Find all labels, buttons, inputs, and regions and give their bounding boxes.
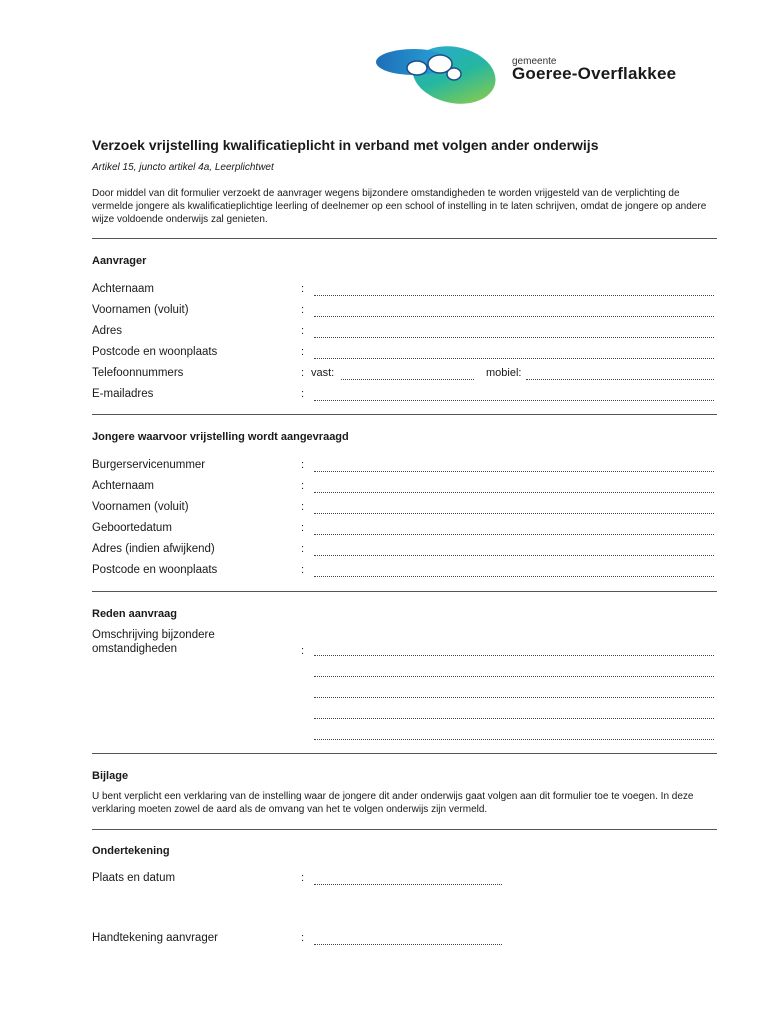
field-plaats-datum[interactable] — [314, 884, 502, 885]
logo-gemeente-text: gemeente — [512, 56, 557, 67]
divider — [92, 753, 717, 754]
colon: : — [301, 346, 305, 358]
divider — [92, 414, 717, 415]
form-subtitle: Artikel 15, juncto artikel 4a, Leerplichtwet — [92, 162, 274, 173]
section-title-jongere: Jongere waarvoor vrijstelling wordt aangevraagd — [92, 431, 349, 443]
label-omschrijving-line1: Omschrijving bijzondere — [92, 629, 215, 641]
label-voornamen: Voornamen (voluit) — [92, 304, 189, 316]
field-aanvrager-postcode[interactable] — [314, 358, 714, 359]
colon: : — [301, 367, 305, 379]
section-title-ondertekening: Ondertekening — [92, 845, 170, 857]
colon: : — [301, 480, 305, 492]
form-title: Verzoek vrijstelling kwalificatieplicht in verband met volgen ander onderwijs — [92, 137, 599, 153]
field-jongere-bsn[interactable] — [314, 471, 714, 472]
divider — [92, 829, 717, 830]
field-omschrijving-line[interactable] — [314, 739, 714, 740]
field-omschrijving-line[interactable] — [314, 655, 714, 656]
colon: : — [301, 325, 305, 337]
label-telefoon: Telefoonnummers — [92, 367, 184, 379]
field-jongere-adres[interactable] — [314, 555, 714, 556]
label-geboortedatum: Geboortedatum — [92, 522, 172, 534]
field-aanvrager-achternaam[interactable] — [314, 295, 714, 296]
section-title-aanvrager: Aanvrager — [92, 255, 147, 267]
label-postcode: Postcode en woonplaats — [92, 346, 218, 358]
divider — [92, 591, 717, 592]
colon: : — [301, 459, 305, 471]
bijlage-text: U bent verplicht een verklaring van de instelling waar de jongere dit ander onderwijs gaat volgen aan dit formulier toe te voegen. In deze verklaring moeten zowel de aard als de omvang van het te volgen onderwijs zijn vermeld. — [92, 791, 694, 815]
field-aanvrager-voornamen[interactable] — [314, 316, 714, 317]
colon: : — [301, 564, 305, 576]
label-voornamen: Voornamen (voluit) — [92, 501, 189, 513]
colon: : — [301, 872, 305, 884]
colon: : — [301, 388, 305, 400]
field-telefoon-mobiel[interactable] — [526, 379, 714, 380]
label-email: E-mailadres — [92, 388, 154, 400]
colon: : — [301, 283, 305, 295]
field-aanvrager-email[interactable] — [314, 400, 714, 401]
field-jongere-achternaam[interactable] — [314, 492, 714, 493]
label-omschrijving-line2: omstandigheden — [92, 643, 178, 655]
label-bsn: Burgerservicenummer — [92, 459, 206, 471]
colon: : — [301, 932, 305, 944]
label-plaats-datum: Plaats en datum — [92, 872, 176, 884]
colon: : — [301, 304, 305, 316]
label-achternaam: Achternaam — [92, 480, 155, 492]
label-mobiel: mobiel: — [486, 367, 522, 379]
field-omschrijving-line[interactable] — [314, 676, 714, 677]
label-postcode: Postcode en woonplaats — [92, 564, 218, 576]
section-title-reden: Reden aanvraag — [92, 608, 177, 620]
label-handtekening: Handtekening aanvrager — [92, 932, 218, 944]
field-aanvrager-adres[interactable] — [314, 337, 714, 338]
field-omschrijving-line[interactable] — [314, 697, 714, 698]
field-telefoon-vast[interactable] — [341, 379, 474, 380]
label-achternaam: Achternaam — [92, 283, 155, 295]
section-title-bijlage: Bijlage — [92, 770, 129, 782]
divider — [92, 238, 717, 239]
field-omschrijving-line[interactable] — [314, 718, 714, 719]
field-jongere-postcode[interactable] — [314, 576, 714, 577]
label-adres: Adres — [92, 325, 123, 337]
logo-name-text: Goeree-Overflakkee — [512, 64, 677, 83]
label-adres: Adres (indien afwijkend) — [92, 543, 215, 555]
colon: : — [301, 501, 305, 513]
colon: : — [301, 645, 305, 657]
label-vast: vast: — [311, 367, 335, 379]
form-intro: Door middel van dit formulier verzoekt de aanvrager wegens bijzondere omstandigheden te worden vrijgesteld van de verplichting de vermelde jongere als kwalificatieplichtige leerling of deelnemer op een school of instelling in te laten schrijven, omdat de jongere op andere wijze voldoende onderwijs zal genieten. — [92, 188, 707, 225]
colon: : — [301, 522, 305, 534]
colon: : — [301, 543, 305, 555]
field-handtekening[interactable] — [314, 944, 502, 945]
field-jongere-voornamen[interactable] — [314, 513, 714, 514]
field-jongere-geboortedatum[interactable] — [314, 534, 714, 535]
